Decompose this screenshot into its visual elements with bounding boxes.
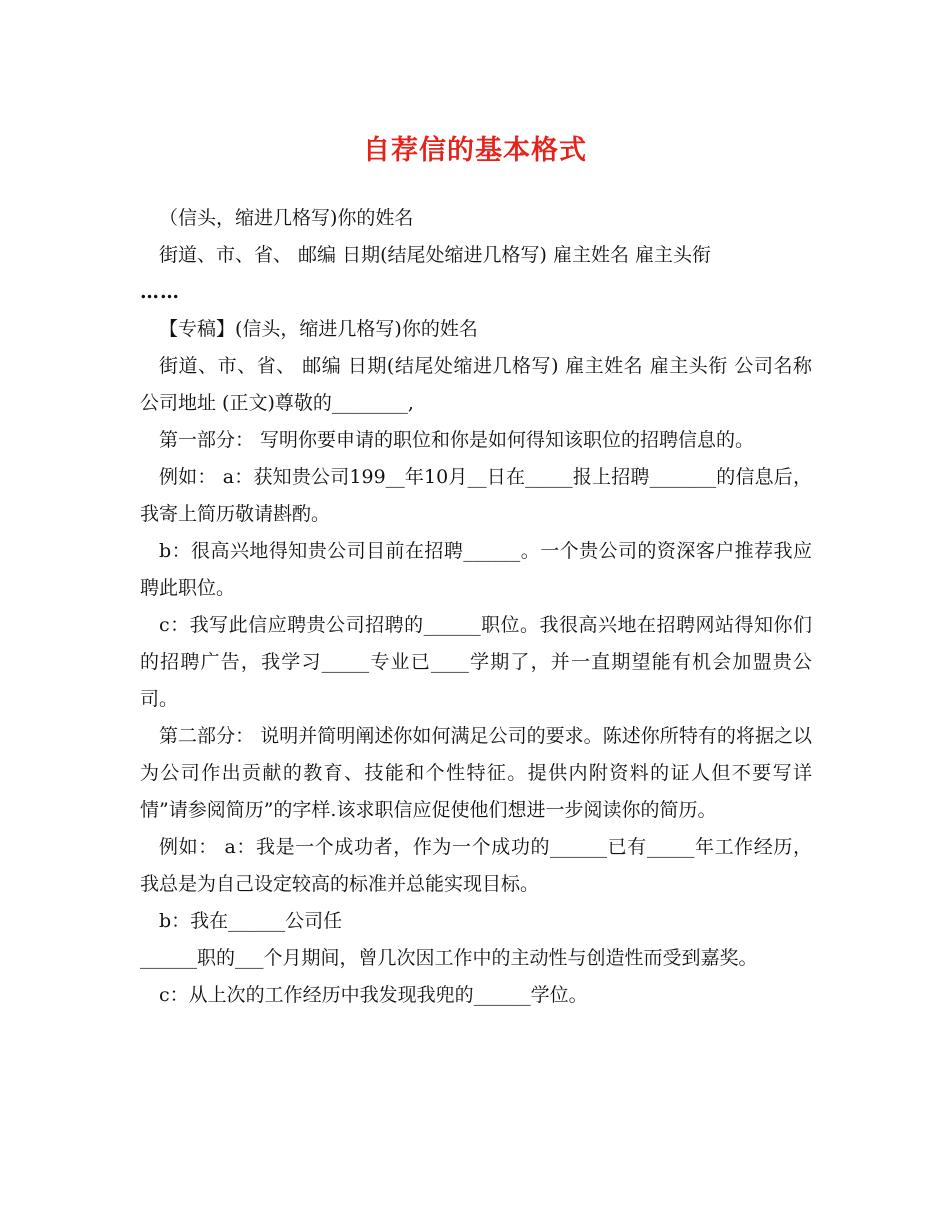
paragraph-example2-c: c：从上次的工作经历中我发现我兜的______学位。 — [159, 984, 588, 1006]
paragraph-example2-a: 例如： a：我是一个成功者，作为一个成功的______已有_____年工作经历，我总是为自己设定较高的标准并总能实现目标。 — [140, 836, 812, 895]
paragraph-letterhead: （信头，缩进几格写)你的姓名 — [159, 207, 414, 229]
paragraph-address-line: 街道、市、省、 邮编 日期(结尾处缩进几格写) 雇主姓名 雇主头衔 — [159, 244, 711, 266]
paragraph-example-b: b：很高兴地得知贵公司目前在招聘______。一个贵公司的资深客户推荐我应聘此职位。 — [140, 540, 812, 599]
paragraph-address-salutation: 街道、市、省、 邮编 日期(结尾处缩进几格写) 雇主姓名 雇主头衔 公司名称 公司地址 (正文)尊敬的________, — [140, 355, 812, 414]
letter-body — [140, 200, 812, 1014]
page-title: 自荐信的基本格式 — [363, 135, 587, 166]
paragraph-ellipsis: …… — [140, 281, 180, 303]
paragraph-special-letterhead: 【专稿】(信头，缩进几格写)你的姓名 — [159, 318, 478, 340]
paragraph-part-two: 第二部分： 说明并简明阐述你如何满足公司的要求。陈述你所特有的将据之以为公司作出贡献的教育、技能和个性特征。提供内附资料的证人但不要写详情”请参阅简历”的字样.该求职信应促使他们想进一步阅读你的简历。 — [140, 725, 812, 821]
paragraph-example2-b: b：我在______公司任 — [159, 910, 343, 932]
paragraph-example2-b-continued: ______职的___个月期间，曾几次因工作中的主动性与创造性而受到嘉奖。 — [140, 947, 758, 969]
paragraph-example-c: c：我写此信应聘贵公司招聘的______职位。我很高兴地在招聘网站得知你们的招聘广告，我学习_____专业已____学期了，并一直期望能有机会加盟贵公司。 — [140, 614, 812, 710]
paragraph-example-a: 例如： a：获知贵公司199__年10月__日在_____报上招聘_______的信息后，我寄上简历敬请斟酌。 — [140, 466, 812, 525]
paragraph-part-one: 第一部分： 写明你要申请的职位和你是如何得知该职位的招聘信息的。 — [159, 429, 755, 451]
